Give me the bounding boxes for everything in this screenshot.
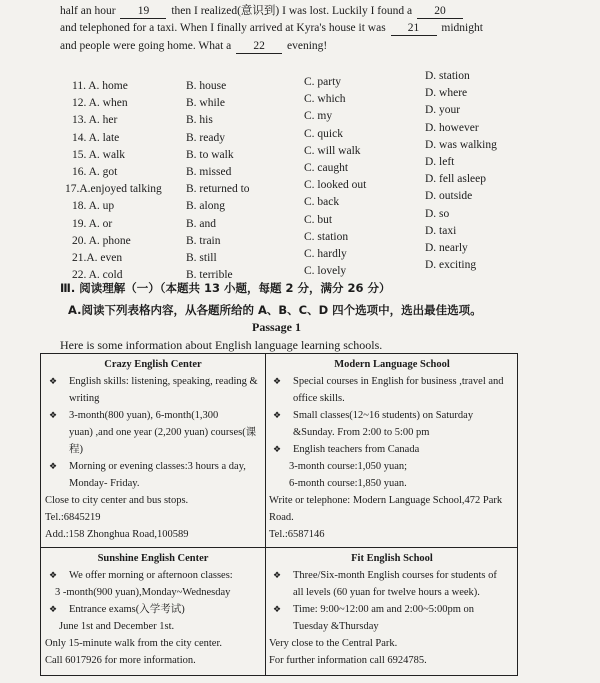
cloze-line-2: and telephoned for a taxi. When I finally arrived at Kyra's house it was 21 midnight xyxy=(60,22,483,34)
option-b: B. still xyxy=(186,251,217,264)
option-a: 14. A. late xyxy=(72,131,120,144)
info-bullet: ❖ English teachers from Canada xyxy=(269,441,515,458)
blank-20: 20 xyxy=(417,5,463,19)
school-name: Crazy English Center xyxy=(104,359,202,370)
diamond-bullet-icon: ❖ xyxy=(273,376,282,386)
option-c: C. hardly xyxy=(304,247,347,260)
option-b: B. to walk xyxy=(186,148,234,161)
passage-intro: Here is some information about English language learning schools. xyxy=(60,338,383,352)
cloze-line-1: half an hour 19 then I realized(意识到) I was lost. Luckily I found a 20 xyxy=(60,2,580,20)
option-b: B. missed xyxy=(186,165,232,178)
section-heading: Ⅲ. 阅读理解（一）（本题共 13 小题，每题 2 分，满分 26 分） xyxy=(60,281,391,295)
school-cell-modern xyxy=(269,356,515,543)
school-name: Modern Language School xyxy=(334,359,450,370)
option-row xyxy=(60,241,580,264)
option-a: 13. A. her xyxy=(72,114,118,127)
school-contact: Write or telephone: Modern Language School,472 Park xyxy=(269,495,503,506)
diamond-bullet-icon: ❖ xyxy=(273,570,282,580)
info-bullet: ❖ Entrance exams(入学考试) June 1st and December 1st. xyxy=(45,601,261,635)
diamond-bullet-icon: ❖ xyxy=(49,410,58,420)
diamond-bullet-icon: ❖ xyxy=(273,410,282,420)
option-b: B. train xyxy=(186,234,221,247)
option-row xyxy=(60,138,580,161)
option-row xyxy=(60,121,580,144)
option-row xyxy=(60,70,580,92)
school-cell-fit xyxy=(269,550,515,669)
diamond-bullet-icon: ❖ xyxy=(49,570,58,580)
option-row xyxy=(60,173,580,196)
school-telephone: Tel.:6845219 xyxy=(45,512,101,523)
option-d: D. fell asleep xyxy=(425,173,486,186)
option-a: 20. A. phone xyxy=(72,234,131,247)
option-c: C. party xyxy=(304,76,342,88)
section-instruction: A.阅读下列表格内容，从各题所给的 A、B、C、D 四个选项中，选出最佳选项。 xyxy=(68,303,482,317)
option-row xyxy=(60,224,580,247)
school-address: Add.:158 Zhonghua Road,100589 xyxy=(45,529,189,540)
option-c: C. station xyxy=(304,230,349,243)
option-c: C. which xyxy=(304,93,346,106)
course-price: 3-month course:1,050 yuan; xyxy=(289,461,408,472)
option-b: B. along xyxy=(186,200,225,213)
info-bullet: ❖ We offer morning or afternoon classes: 3 -month(900 yuan),Monday~Wednesday xyxy=(45,567,261,601)
passage-title: Passage 1 xyxy=(252,320,301,334)
option-c: C. looked out xyxy=(304,179,367,192)
option-d: D. exciting xyxy=(425,259,477,272)
school-telephone: Call 6017926 for more information. xyxy=(45,655,196,666)
school-location: Only 15-minute walk from the city center. xyxy=(45,638,222,649)
option-b: B. and xyxy=(186,217,217,230)
option-d: D. outside xyxy=(425,190,473,203)
diamond-bullet-icon: ❖ xyxy=(273,444,282,454)
info-bullet: ❖ Morning or evening classes:3 hours a day, Monday- Friday. xyxy=(45,458,261,492)
option-a: 22. A. cold xyxy=(72,269,123,282)
school-contact: Road. xyxy=(269,512,294,523)
option-a: 16. A. got xyxy=(72,165,118,178)
info-bullet: ❖ Three/Six-month English courses for students of all levels (60 yuan for twelve hours a week). xyxy=(269,567,515,601)
option-b: B. terrible xyxy=(186,269,233,282)
option-a: 19. A. or xyxy=(72,217,113,230)
info-bullet: ❖ English skills: listening, speaking, reading & writing xyxy=(45,373,261,407)
school-location: Very close to the Central Park. xyxy=(269,638,398,649)
option-b: B. house xyxy=(186,80,227,92)
option-c: C. will walk xyxy=(304,144,361,157)
option-row xyxy=(60,155,580,178)
option-b: B. returned to xyxy=(186,183,250,196)
option-a: 12. A. when xyxy=(72,97,128,110)
option-row xyxy=(60,207,580,230)
school-cell-sunshine xyxy=(45,550,261,669)
info-bullet: ❖ Small classes(12~16 students) on Saturday &Sunday. From 2:00 to 5:00 pm xyxy=(269,407,515,441)
school-name: Fit English School xyxy=(351,553,433,564)
blank-19: 19 xyxy=(120,5,166,19)
option-d: D. where xyxy=(425,87,468,100)
option-row xyxy=(60,104,580,127)
info-bullet: ❖ Special courses in English for business ,travel and office skills. xyxy=(269,373,515,407)
option-a: 18. A. up xyxy=(72,200,115,213)
option-b: B. ready xyxy=(186,131,225,144)
diamond-bullet-icon: ❖ xyxy=(49,604,58,614)
schools-table xyxy=(40,353,518,676)
diamond-bullet-icon: ❖ xyxy=(49,376,58,386)
option-c: C. back xyxy=(304,196,340,209)
option-c: C. caught xyxy=(304,161,349,174)
option-c: C. lovely xyxy=(304,265,347,278)
cloze-line-3: and people were going home. What a 22 evening! xyxy=(60,40,328,52)
option-row xyxy=(60,87,580,110)
option-a: 17.A.enjoyed talking xyxy=(65,183,162,196)
school-cell-crazy xyxy=(45,356,261,543)
option-d: D. was walking xyxy=(425,138,497,151)
option-d: D. station xyxy=(425,70,470,82)
option-c: C. quick xyxy=(304,127,343,140)
info-bullet: ❖ 3-month(800 yuan), 6-month(1,300 yuan) ,and one year (2,200 yuan) courses(课 程) xyxy=(45,407,261,458)
diamond-bullet-icon: ❖ xyxy=(273,604,282,614)
table-divider-vertical xyxy=(265,354,266,675)
cloze-passage xyxy=(60,2,580,55)
diamond-bullet-icon: ❖ xyxy=(49,461,58,471)
option-d: D. left xyxy=(425,155,455,168)
option-c: C. my xyxy=(304,110,333,123)
info-bullet: ❖ Time: 9:00~12:00 am and 2:00~5:00pm on Tuesday &Thursday xyxy=(269,601,515,635)
option-b: B. while xyxy=(186,97,225,110)
school-location: Close to city center and bus stops. xyxy=(45,495,189,506)
school-name: Sunshine English Center xyxy=(97,553,209,564)
option-row xyxy=(60,190,580,213)
blank-21: 21 xyxy=(391,22,437,36)
option-a: 21.A. even xyxy=(72,251,123,264)
option-d: D. your xyxy=(425,104,461,117)
school-telephone: For further information call 6924785. xyxy=(269,655,427,666)
table-divider-horizontal xyxy=(41,547,517,548)
option-c: C. but xyxy=(304,213,333,226)
option-d: D. so xyxy=(425,207,450,220)
option-a: 11. A. home xyxy=(72,80,128,92)
school-telephone: Tel.:6587146 xyxy=(269,529,325,540)
option-d: D. however xyxy=(425,121,479,134)
option-b: B. his xyxy=(186,114,213,127)
course-price: 6-month course:1,850 yuan. xyxy=(289,478,407,489)
option-d: D. taxi xyxy=(425,224,457,237)
option-d: D. nearly xyxy=(425,241,468,254)
answer-options xyxy=(60,70,580,282)
option-row xyxy=(60,259,580,282)
blank-22: 22 xyxy=(236,40,282,54)
option-a: 15. A. walk xyxy=(72,148,126,161)
